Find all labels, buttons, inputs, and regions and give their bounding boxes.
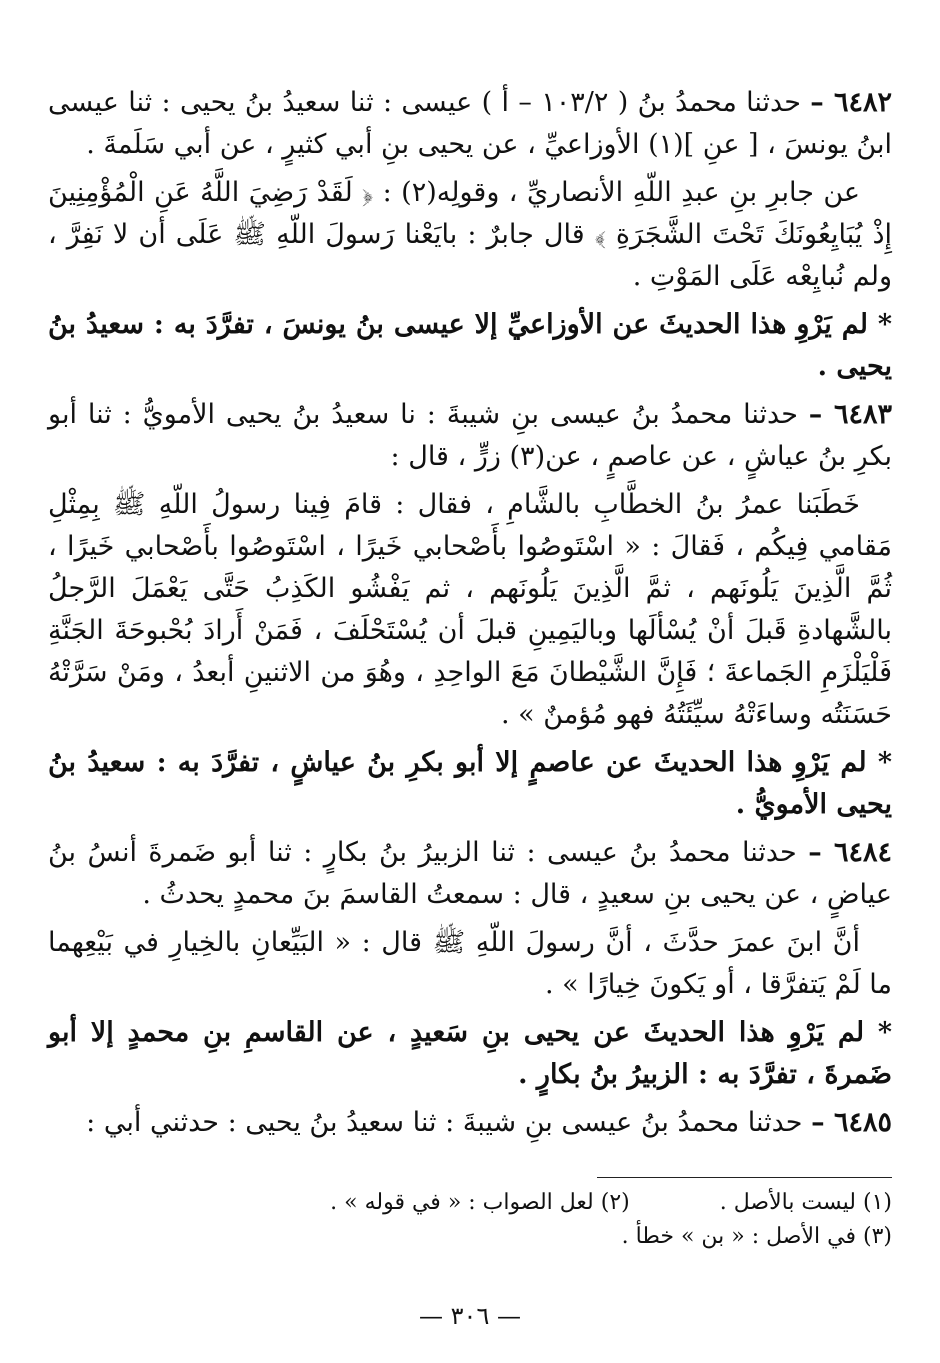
comment-text: * لم يَرْوِ هذا الحديثَ عن عاصمٍ إلا أبو بكرِ بنُ عياشٍ ، تفرَّدَ به : سعيدُ بنُ يحيى الأمويُّ . bbox=[48, 747, 892, 820]
footnote-row bbox=[48, 1220, 892, 1254]
hadith-matn: أنَّ ابنَ عمرَ حدَّثَ ، أنَّ رسولَ اللّهِ ﷺ قال : « البَيِّعانِ بالخِيارِ في بَيْعِهما ما لَمْ يَتفرَّقا ، أو يَكونَ خِيارًا » . bbox=[48, 927, 892, 1000]
hadith-isnad: حدثنا محمدُ بنُ عيسى بنِ شيبةَ : نا سعيدُ بنُ يحيى الأمويُّ : ثنا أبو بكرِ بنُ عياشٍ ، عن عاصمٍ ، عن(٣) زرٍّ ، قال : bbox=[48, 399, 892, 472]
hadith-isnad: حدثنا محمدُ بنُ عيسى بنِ شيبةَ : ثنا سعيدُ بنُ يحيى : حدثني أبي : bbox=[86, 1107, 812, 1138]
footnote-1: (١) ليست بالأصل . bbox=[719, 1190, 892, 1215]
footnotes bbox=[48, 1186, 892, 1254]
hadith-text bbox=[48, 172, 892, 298]
hadith-6482 bbox=[48, 82, 892, 166]
hadith-number: ٦٤٨٤ – bbox=[808, 837, 892, 868]
page-number: — ٣٠٦ — bbox=[419, 1302, 521, 1330]
hadith-number: ٦٤٨٢ – bbox=[810, 87, 893, 118]
hadith-comment bbox=[48, 742, 892, 826]
hadith-6484 bbox=[48, 832, 892, 916]
hadith-matn: خَطَبَنا عمرُ بنُ الخطَّابِ بالشَّامِ ، فقال : قامَ فِينا رسولُ اللّهِ ﷺ بِمِثْلِ مَقامي فِيكُم ، فَقالَ : « اسْتَوصُوا بأَصْحابي خَيرًا ، اسْتَوصُوا بأَصْحابي خَيرًا ، ثُمَّ الَّذِينَ يَلُونَهم ، ثمَّ الَّذِينَ يَلُونَهم ، ثم يَفْشُو الكَذِبُ حَتَّى يَعْمَلَ الرَّجلُ بالشَّهادةِ قَبلَ أنْ يُسْألَها وباليَمِينِ قبلَ أن يُسْتَحْلَفَ ، فَمَنْ أَرادَ بُحْبوحَةَ الجَنَّةِ فَلْيَلْزَمِ الجَماعةَ ؛ فَإِنَّ الشَّيْطانَ مَعَ الواحِدِ ، وهُوَ من الاثنينِ أبعدُ ، ومَنْ سَرَّتْهُ حَسَنَتُه وساءَتْهُ سيِّئَتُهُ فهو مُؤمنٌ » . bbox=[48, 489, 892, 730]
comment-text: * لم يَرْوِ هذا الحديثَ عن يحيى بنِ سَعيدٍ ، عن القاسمِ بنِ محمدٍ إلا أبو ضَمرةَ ، تفرَّدَ به : الزبيرُ بنُ بكارٍ . bbox=[48, 1017, 892, 1090]
hadith-text bbox=[48, 484, 892, 736]
hadith-comment bbox=[48, 304, 892, 388]
footnote-separator bbox=[597, 1177, 892, 1178]
hadith-matn: عن جابرِ بنِ عبدِ اللّهِ الأنصاريِّ ، وقولِه(٢) : ﴿ لَقَدْ رَضِيَ اللَّهُ عَنِ الْمُؤْمِنِينَ إِذْ يُبَايِعُونَكَ تَحْتَ الشَّجَرَةِ ﴾ قال جابرٌ : بايَعْنا رَسولَ اللّهِ ﷺ عَلَى أن لا نَفِرَّ ، ولم نُبايِعْه عَلَى المَوْتِ . bbox=[48, 177, 892, 292]
hadith-text bbox=[48, 922, 892, 1006]
hadith-6485 bbox=[48, 1102, 892, 1144]
hadith-comment bbox=[48, 1012, 892, 1096]
hadith-isnad: حدثنا محمدُ بنُ عيسى : ثنا الزبيرُ بنُ بكارٍ : ثنا أبو ضَمرةَ أنسُ بنُ عياضٍ ، عن يحيى بنِ سعيدٍ ، قال : سمعتُ القاسمَ بنَ محمدٍ يحدثُ . bbox=[48, 837, 892, 910]
page-body bbox=[48, 82, 892, 1150]
comment-text: * لم يَرْوِ هذا الحديثَ عن الأوزاعيِّ إلا عيسى بنُ يونسَ ، تفرَّدَ به : سعيدُ بنُ يحيى . bbox=[48, 309, 892, 382]
hadith-number: ٦٤٨٣ – bbox=[808, 399, 893, 430]
footnote-row bbox=[48, 1186, 892, 1220]
hadith-isnad: حدثنا محمدُ بنُ ( ١٠٣/٢ – أ ) عيسى : ثنا سعيدُ بنُ يحيى : ثنا عيسى ابنُ يونسَ ، [ عنِ ](١) الأوزاعيِّ ، عن يحيى بنِ أبي كثيرٍ ، عن أبي سَلَمةَ . bbox=[48, 87, 892, 160]
hadith-6483 bbox=[48, 394, 892, 478]
hadith-number: ٦٤٨٥ – bbox=[811, 1107, 892, 1138]
footnote-3: (٣) في الأصل : « بن » خطأ . bbox=[621, 1224, 892, 1249]
footnote-2: (٢) لعل الصواب : « في قوله » . bbox=[330, 1190, 630, 1215]
